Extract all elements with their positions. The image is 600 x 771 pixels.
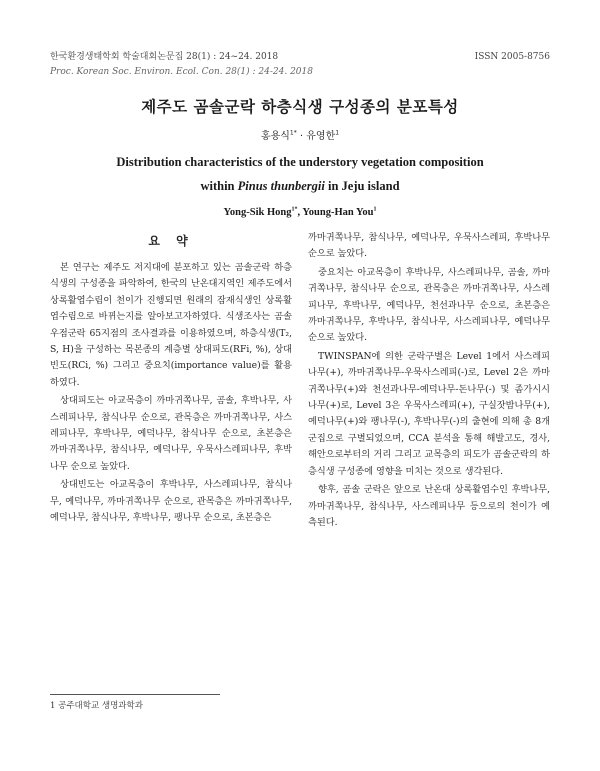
abstract-paragraph: 본 연구는 제주도 저지대에 분포하고 있는 곰솔군락 하층식생의 구성종을 파악하여, 한국의 난온대지역인 제주도에서 상록활엽수림이 천이가 진행되면 원래의 잠재식생인 상록활엽수림으로 바뀌는지를 알아보고자하였다. 식생조사는 곰솔우점군락 65지점의 조사결과를 이용하였으며, 하층식생(T₂, S, H)을 구성하는 목본종의 계층별 상대피도(RFi, %), 상대빈도(RCi, %) 그리고 중요치(importance value)를 활용하였다. — [50, 262, 292, 388]
authors-english — [0, 207, 600, 218]
abstract-paragraph: TWINSPAN에 의한 군락구별은 Level 1에서 사스레피나무(+), 까마귀쪽나무-우묵사스레피(-)로, Level 2은 까마귀쪽나무(+)와 천선과나무-예덕나무-돈나무(-) 및 좀가시시나무(+)로, Level 3은 우묵사스레피(+), 구실잣밤나무(+), 예덕나무(+)와 팽나무(-), 후박나무(-)의 출현에 의해 총 8개 군집으로 구별되었으며, CCA 분석을 통해 해발고도, 경사, 해안으로부터의 거리 그리고 교목층의 피도가 곰솔군락의 하층식생 구성종에 영향을 미치는 것으로 생각된다. — [308, 350, 550, 477]
abstract-paragraph: 상대피도는 아교목층이 까마귀쪽나무, 곰솔, 후박나무, 사스레피나무, 참식나무 순으로, 관목층은 까마귀쪽나무, 사스레피나무, 후박나무, 예덕나무, 참식나무 순으로, 초본층은 까마귀쪽나무, 참식나무, 예덕나무, 우묵사스레피나무, 후박나무 순으로 높았다. — [50, 395, 292, 472]
journal-header-en: Proc. Korean Soc. Environ. Ecol. Con. 28(1) : 24-24. 2018 — [50, 67, 313, 77]
footnote-affiliation: 1 공주대학교 생명과학과 — [50, 701, 143, 711]
author-ko-1: 홍용식 — [260, 131, 290, 142]
affiliation-mark: 1 — [373, 206, 377, 213]
author-en-1: Yong-Sik Hong — [223, 207, 292, 218]
author-ko-2: · 유영한 — [296, 131, 336, 142]
journal-header-ko: 한국환경생태학회 학술대회논문집 28(1) : 24~24. 2018 — [50, 52, 279, 62]
right-column — [308, 230, 550, 533]
affiliation-mark: 1* — [291, 206, 298, 213]
left-column — [50, 230, 292, 529]
abstract-paragraph: 까마귀쪽나무, 참식나무, 예덕나무, 우묵사스레피, 후박나무 순으로 높았다. — [308, 232, 550, 260]
title-en-pre: within — [200, 179, 238, 193]
issn: ISSN 2005-8756 — [474, 52, 550, 62]
species-name: Pinus thunbergii — [237, 179, 325, 193]
authors-korean — [0, 127, 600, 142]
title-english-line2 — [0, 179, 600, 194]
abstract-paragraph: 향후, 곰솔 군락은 앞으로 난온대 상록활엽수인 후박나무, 까마귀쪽나무, 참식나무, 사스레피나무 등으로의 천이가 예측된다. — [308, 484, 550, 528]
title-en-post: in Jeju island — [324, 179, 400, 193]
affiliation-mark: 1* — [289, 129, 297, 137]
title-english-line1: Distribution characteristics of the understory vegetation composition — [116, 155, 484, 169]
abstract-heading: 요 약 — [148, 234, 194, 248]
author-en-2: , Young-Han You — [297, 207, 374, 218]
footnote-divider — [50, 694, 220, 695]
affiliation-mark: 1 — [335, 129, 340, 137]
title-korean: 제주도 곰솔군락 하층식생 구성종의 분포특성 — [141, 98, 459, 116]
abstract-paragraph: 중요치는 아교목층이 후박나무, 사스레피나무, 곰솔, 까마귀쪽나무, 참식나무 순으로, 관목층은 까마귀쪽나무, 사스레피나무, 후박나무, 예덕나무, 천선과나무 순으로, 초본층은 까마귀쪽나무, 후박나무, 참식나무, 사스레피나무, 예덕나무 순으로 높았다. — [308, 266, 550, 344]
abstract-paragraph: 상대빈도는 아교목층이 후박나무, 사스레피나무, 참식나무, 예덕나무, 까마귀쪽나무 순으로, 관목층은 까마귀쪽나무, 예덕나무, 참식나무, 후박나무, 팽나무 순으로, 초본층은 — [50, 479, 292, 524]
